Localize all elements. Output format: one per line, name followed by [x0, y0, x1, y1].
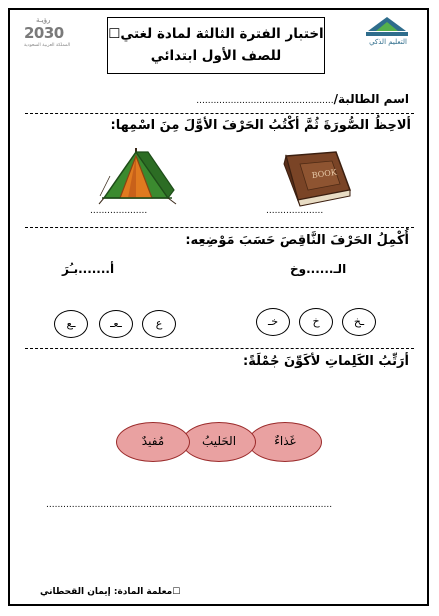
grade-title: للصف الأول ابتدائي	[150, 48, 282, 64]
book-cover-label: BOOK	[311, 167, 338, 181]
title-line-1	[108, 23, 324, 45]
word-choice-1[interactable]: غَذاءٌ	[248, 422, 322, 462]
separator-2	[25, 227, 414, 228]
vision-subtitle: المملكة العربية السعودية	[24, 43, 71, 48]
footer-teacher	[40, 587, 180, 597]
vision-2030-logo	[22, 16, 74, 50]
q2-word-right: الـ......وخ	[290, 262, 347, 276]
letter-choice-right-1[interactable]: ـخ	[342, 308, 376, 336]
word-choice-3[interactable]: مُفيدٌ	[116, 422, 190, 462]
q2-heading: أُكْمِلُ الحَرْفَ النَّاقِصَ حَسَبَ مَوْضِعِه:	[185, 233, 409, 248]
letter-choice-right-2[interactable]: خ	[299, 308, 333, 336]
student-name-field[interactable]: ................................................	[196, 96, 334, 106]
title-box	[107, 17, 325, 74]
book-answer-field[interactable]: ....................	[266, 206, 324, 216]
ministry-emblem-icon	[358, 16, 416, 38]
sentence-answer-field[interactable]: ....................................................................................................	[46, 500, 333, 510]
q1-heading: ألاحِظُ الصُّورَةَ ثُمَّ أكْتُبُ الحَرْفَ الأوَّلَ مِنَ اسْمِها:	[110, 118, 411, 133]
ministry-logo-text: التعليم الذكي	[369, 38, 407, 46]
title-checkbox-icon: ☐	[108, 26, 121, 42]
letter-choice-right-3[interactable]: خـ	[256, 308, 290, 336]
vision-number: 2030	[24, 24, 64, 42]
tent-icon	[98, 146, 178, 208]
separator-3	[25, 348, 414, 349]
letter-choice-left-1[interactable]: ع	[142, 310, 176, 338]
tent-answer-field[interactable]: ....................	[90, 206, 148, 216]
exam-title: اختبار الفترة الثالثة لمادة لغتي	[120, 26, 324, 42]
student-name-label: اسم الطالبة/	[333, 92, 409, 106]
footer-checkbox-icon: ☐	[172, 587, 181, 597]
separator-1	[25, 113, 414, 114]
q3-heading: أرَتِّبُ الكَلِماتِ لأكَوِّنَ جُمْلَةً:	[243, 354, 409, 369]
ministry-logo	[358, 16, 416, 48]
letter-choice-left-3[interactable]: ـع	[54, 310, 88, 338]
letter-choice-left-2[interactable]: ـعـ	[99, 310, 133, 338]
book-icon	[272, 150, 354, 208]
word-choice-2[interactable]: الحَليبُ	[182, 422, 256, 462]
teacher-name: معلمة المادة: إيمان القحطاني	[40, 587, 173, 597]
q2-word-left: أ.......بـُرَ	[62, 262, 115, 276]
student-name-row	[149, 92, 409, 106]
vision-arabic-text: رؤيـة	[36, 16, 51, 24]
